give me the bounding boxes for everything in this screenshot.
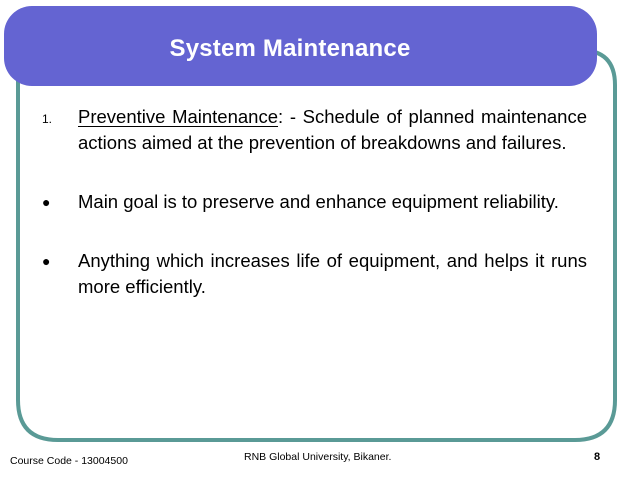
bullet-icon: ● <box>42 194 51 210</box>
page-number: 8 <box>594 451 601 463</box>
slide-title: System Maintenance <box>169 35 411 62</box>
list-item <box>42 104 587 156</box>
item-number: 1. <box>42 112 53 126</box>
list-item <box>42 189 587 215</box>
bullet-icon: ● <box>42 253 51 269</box>
bullet-list <box>42 104 587 300</box>
item-text: Main goal is to preserve and enhance equipment reliability. <box>78 191 559 212</box>
list-item <box>42 248 587 300</box>
item-text: Anything which increases life of equipment, and helps it runs more efficiently. <box>78 250 587 297</box>
term-preventive-maintenance: Preventive Maintenance <box>78 106 279 127</box>
item-text: : - Schedule of planned maintenance actions aimed at the prevention of breakdowns and failures. <box>78 106 587 153</box>
footer-institution: RNB Global University, Bikaner. <box>244 451 392 463</box>
footer-course-code: Course Code - 13004500 <box>10 455 128 467</box>
